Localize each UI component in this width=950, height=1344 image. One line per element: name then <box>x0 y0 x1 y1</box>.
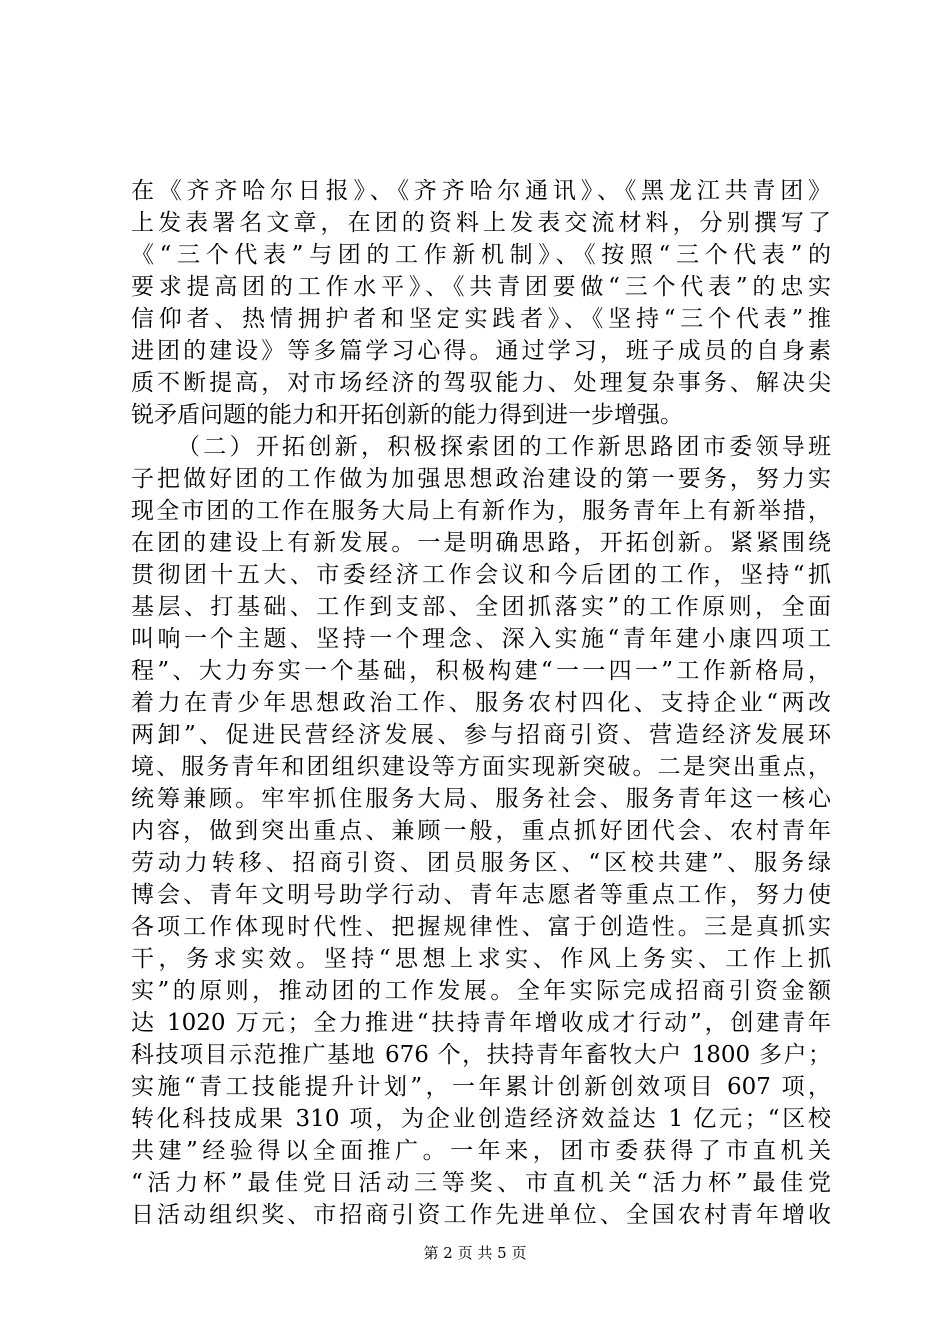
text-line: 信仰者、热情拥护者和坚定实践者》、《坚持“三个代表”推 <box>131 306 831 332</box>
text-line: 上发表署名文章，在团的资料上发表交流材料，分别撰写了 <box>131 210 831 236</box>
text-line: 质不断提高，对市场经济的驾驭能力、处理复杂事务、解决尖 <box>131 370 831 396</box>
text-line: 着力在青少年思想政治工作、服务农村四化、支持企业“两改 <box>131 690 831 716</box>
text-line: 叫响一个主题、坚持一个理念、深入实施“青年建小康四项工 <box>131 626 831 652</box>
text-line: 内容，做到突出重点、兼顾一般，重点抓好团代会、农村青年 <box>131 818 831 844</box>
text-line: 进团的建设》等多篇学习心得。通过学习，班子成员的自身素 <box>131 338 831 364</box>
text-line: 日活动组织奖、市招商引资工作先进单位、全国农村青年增收 <box>131 1202 831 1228</box>
text-line: 实”的原则，推动团的工作发展。全年实际完成招商引资金额 <box>131 978 831 1004</box>
text-line: 达 1020 万元；全力推进“扶持青年增收成才行动”，创建青年 <box>131 1010 831 1036</box>
text-line: 在《齐齐哈尔日报》、《齐齐哈尔通讯》、《黑龙江共青团》 <box>131 178 831 204</box>
text-line: “活力杯”最佳党日活动三等奖、市直机关“活力杯”最佳党 <box>131 1170 831 1196</box>
text-line: 锐矛盾问题的能力和开拓创新的能力得到进一步增强。 <box>131 402 683 428</box>
page-number-footer: 第 2 页 共 5 页 <box>423 1244 527 1262</box>
text-line: 基层、打基础、工作到支部、全团抓落实”的工作原则，全面 <box>131 594 831 620</box>
text-line: 劳动力转移、招商引资、团员服务区、“区校共建”、服务绿 <box>131 850 831 876</box>
text-line: 子把做好团的工作做为加强思想政治建设的第一要务，努力实 <box>131 466 831 492</box>
text-line: 现全市团的工作在服务大局上有新作为，服务青年上有新举措， <box>131 498 831 524</box>
text-line: 各项工作体现时代性、把握规律性、富于创造性。三是真抓实 <box>131 914 831 940</box>
paragraph-start-line: （二）开拓创新，积极探索团的工作新思路团市委领导班 <box>177 434 831 460</box>
text-line: 科技项目示范推广基地 676 个，扶持青年畜牧大户 1800 多户； <box>131 1042 831 1068</box>
text-line: 贯彻团十五大、市委经济工作会议和今后团的工作，坚持“抓 <box>131 562 831 588</box>
text-line: 实施“青工技能提升计划”，一年累计创新创效项目 607 项， <box>131 1074 831 1100</box>
text-line: 统筹兼顾。牢牢抓住服务大局、服务社会、服务青年这一核心 <box>131 786 831 812</box>
text-line: 《“三个代表”与团的工作新机制》、《按照“三个代表”的 <box>131 242 831 268</box>
text-line: 两卸”、促进民营经济发展、参与招商引资、营造经济发展环 <box>131 722 831 748</box>
text-line: 境、服务青年和团组织建设等方面实现新突破。二是突出重点， <box>131 754 831 780</box>
text-line: 在团的建设上有新发展。一是明确思路，开拓创新。紧紧围绕 <box>131 530 831 556</box>
text-line: 程”、大力夯实一个基础，积极构建“一一四一”工作新格局， <box>131 658 831 684</box>
text-line: 要求提高团的工作水平》、《共青团要做“三个代表”的忠实 <box>131 274 831 300</box>
text-line: 共建”经验得以全面推广。一年来，团市委获得了市直机关 <box>131 1138 831 1164</box>
text-line: 干，务求实效。坚持“思想上求实、作风上务实、工作上抓 <box>131 946 831 972</box>
text-line: 转化科技成果 310 项，为企业创造经济效益达 1 亿元；“区校 <box>131 1106 831 1132</box>
text-line: 博会、青年文明号助学行动、青年志愿者等重点工作，努力使 <box>131 882 831 908</box>
